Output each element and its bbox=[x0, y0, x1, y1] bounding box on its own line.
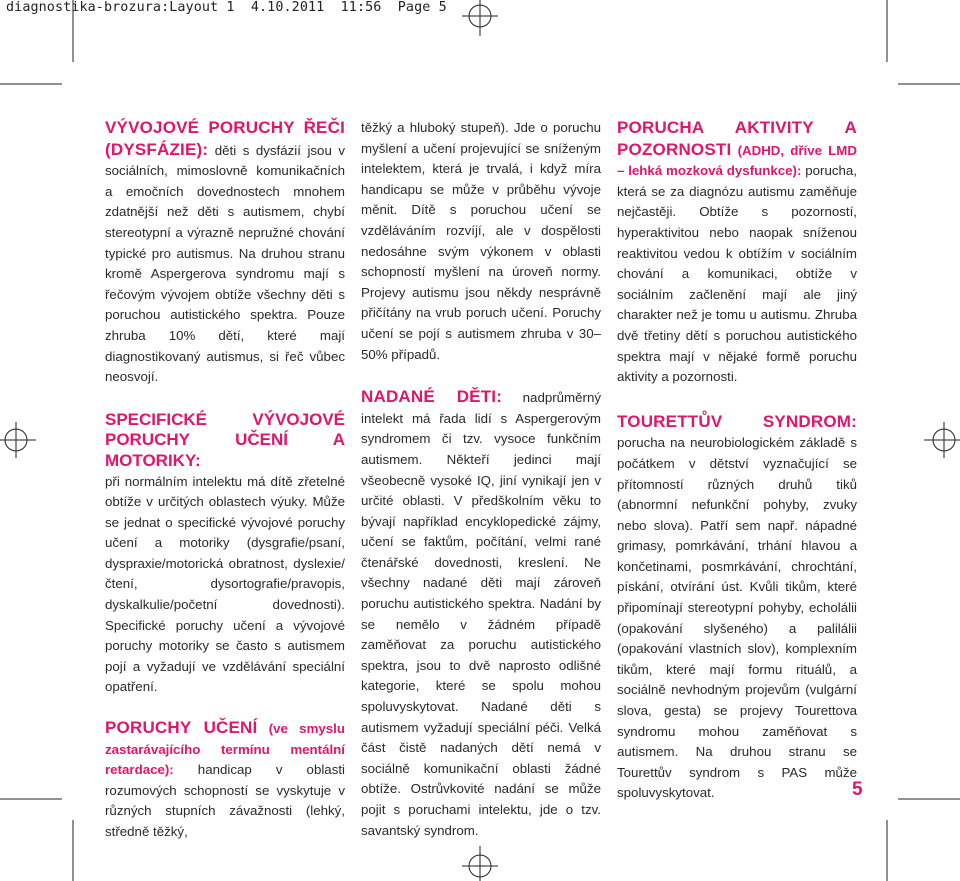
paragraph-dysphasia bbox=[105, 118, 345, 388]
paragraph-learning-motor bbox=[105, 410, 345, 698]
paragraph-learning-continued bbox=[361, 118, 601, 365]
text-learning-motor: při normálním intelektu má dítě zřetelné obtíže v určitých oblastech výuky. Může se jednat o specifické vývojové poruchy učení a motoriky (dysgrafie/psaní, dyspraxie/motorická obratnost, dyslexie/čtení, dysortografie/pravopis, dyskalkulie/početní dovednosti). Specifické poruchy učení a vývojové poruchy motoriky se často s autismem pojí a vyžadují ve vzdělávání speciální opatření. bbox=[105, 473, 345, 695]
heading-learning-motor: SPECIFICKÉ VÝVOJOVÉ PORUCHY UČENÍ A MOTORIKY: bbox=[105, 409, 345, 470]
column-right bbox=[617, 118, 857, 824]
text-dysphasia: děti s dysfázií jsou v sociálních, mimoslovně komunikačních a emočních dovednostech mnohem zdatnější než děti s autismem, chybí stereotypní a výrazně nepružné chování typické pro autismus. Na druhou stranu kromě Aspergerova syndromu mají s řečovým vývojem obtíže všechny děti s poruchou autistického spektra. Pouze zhruba 10% dětí, které mají diagnostikovaný autismus, si řeč vůbec neosvojí. bbox=[105, 142, 345, 385]
heading-gifted: NADANÉ DĚTI: bbox=[361, 387, 503, 407]
text-learning-disorders: handicap v oblasti rozumových schopností se vyskytuje v různých stupních závažnosti (lehký, středně těžký, bbox=[105, 762, 345, 839]
paragraph-tourette bbox=[617, 412, 857, 804]
column-left bbox=[105, 118, 345, 863]
subheading-adhd: (ADHD, dříve LMD – lehká mozková dysfunkce): bbox=[617, 142, 857, 179]
text-adhd: porucha, která se za diagnózu autismu zaměňuje nejčastěji. Obtíže s pozorností, hyperaktivitou nebo naopak sníženou reaktivitou vedou k obtížím v sociálním chování a komunikaci, obtíže v sociálním začlenění mají ale jiný charakter než je tomu u autismu. Zhruba dvě třetiny dětí s poruchou autistického spektra mají v nějaké formě poruchu aktivity a pozornosti. bbox=[617, 163, 857, 385]
heading-dysphasia: VÝVOJOVÉ PORUCHY ŘEČI (DYSFÁZIE): bbox=[105, 118, 345, 159]
column-middle bbox=[361, 118, 601, 861]
print-slug: diagnostika-brozura:Layout 1 4.10.2011 11:56 Page 5 bbox=[6, 0, 447, 15]
subheading-learning-disorders: (ve smyslu zastarávajícího termínu mentální retardace): bbox=[105, 721, 345, 778]
text-tourette: porucha na neurobiologickém základě s počátkem v dětství vyznačující se přítomností různých druhů tiků (abnormní nefunkční pohyby, zvuky nebo slova). Patří sem např. nápadné grimasy, pomrkávání, trhání hlavou a končetinami, posmrkávání, chrochtání, pískání, otvírání úst. Kvůli tikům, které připomínají stereotypní pohyby, echolálii (opakování slyšeného) a palilálii (opakování vlastních slov), komplexním tikům, které mají formu rituálů, a sociálně nevhodným projevům (vulgární slova, gesta) se projevy Tourettova syndromu mohou zaměňovat s autismem. Na druhou stranu se Tourettův syndrom s PAS může spoluvyskytovat. bbox=[617, 435, 857, 801]
heading-adhd: PORUCHA AKTIVITY A POZORNOSTI bbox=[617, 118, 857, 159]
text-learning-continued: těžký a hluboký stupeň). Jde o poruchu myšlení a učení projevující se sníženým intelektem, která je trvalá, i když míra handicapu se může v průběhu vývoje měnit. Dítě s poruchou učení se vzděláváním rozvíjí, ale v dospělosti nedosáhne svým výkonem v oblasti schopností myšlení na úroveň normy. Projevy autismu jsou někdy nesprávně přičítány na vrub poruch učení. Poruchy učení se pojí s autismem zhruba v 30–50% případů. bbox=[361, 120, 601, 362]
text-gifted: nadprůměrný intelekt má řada lidí s Aspergerovým syndromem či tzv. vysoce funkčním autismem. Někteří jedinci mají všeobecně vysoké IQ, jiní vynikají jen v určité oblasti. V předškolním věku to bývají například encyklopedické zájmy, učení se faktům, počítání, velmi rané čtenářské dovednosti, kreslení. Ne všechny nadané děti mají zároveň poruchu autistického spektra. Nadání by se nemělo v žádném případě zaměňovat za poruchu autistického spektra, jsou to dvě naprosto odlišné kategorie, které se spolu mohou spoluvyskytovat. Nadané děti s autismem vyžadují speciální péči. Velká část čistě nadaných dětí nemá v sociálně komunikační oblasti žádné obtíže. Ostrůvkovité nadání se může pojit s poruchami intelektu, jde o tzv. savantský syndrom. bbox=[361, 390, 601, 838]
heading-tourette: TOURETTŮV SYNDROM: bbox=[617, 411, 857, 431]
heading-learning-disorders: PORUCHY UČENÍ bbox=[105, 718, 258, 738]
paragraph-gifted bbox=[361, 387, 601, 841]
page-number: 5 bbox=[852, 779, 863, 800]
paragraph-adhd bbox=[617, 118, 857, 388]
paragraph-learning-disorders bbox=[105, 718, 345, 843]
